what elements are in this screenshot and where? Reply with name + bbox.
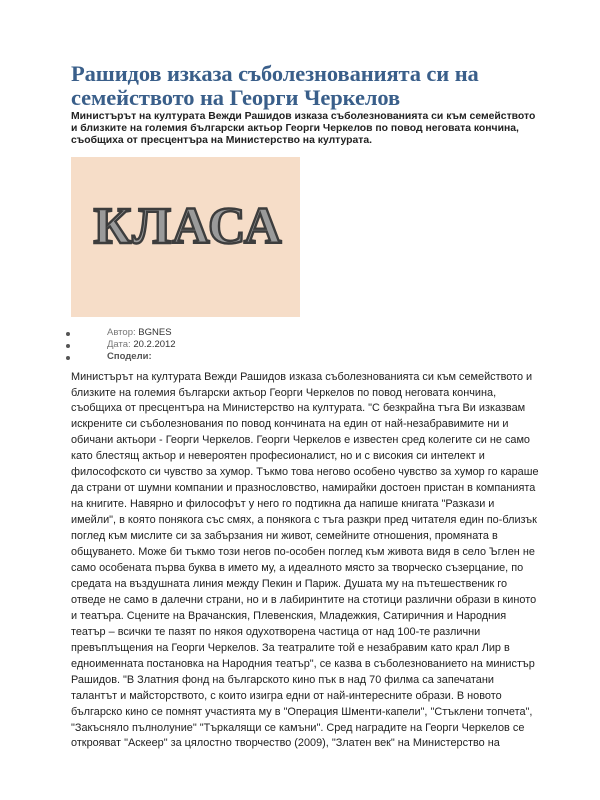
article-meta <box>71 327 541 364</box>
bullet-icon <box>66 332 70 336</box>
bullet-icon <box>66 344 70 348</box>
author-value: BGNES <box>138 327 172 338</box>
author-label: Автор: <box>107 327 136 338</box>
article-lead: Министърът на културата Вежди Рашидов изказа съболезнованията си към семейството и близките на големия български актьор Георги Черкелов по повод неговата кончина, съобщиха от пресцентъра на Министерство на културата. <box>71 111 536 146</box>
bullet-icon <box>66 356 70 360</box>
article <box>71 62 541 752</box>
article-body: Министърът на културата Вежди Рашидов изказа съболезнованията си към семейството и близките на големия български актьор Георги Черкелов по повод неговата кончина, съобщиха от пресцентъра на Министерство на културата. "С безкрайна тъга Ви изказвам искрените си съболезнования по повод кончината на един от най-незабравимите ни и обичани актьори - Георги Черкелов. Георги Черкелов е известен сред колегите си не само като блестящ актьор и невероятен професионалист, но и с високия си интелект и философското си чувство за хумор. Тъкмо това негово особено чувство за хумор го караше да страни от шумни компании и празнословство, намирайки достоен пристан в компанията на книгите. Навярно и философът у него го подтикна да напише книгата "Разкази и имейли", в която понякога със смях, а понякога с тъга разкри пред читателя един по-близък поглед към мислите си за забързания ни живот, семейните отношения, промяната в общуването. Може би тъкмо този негов по-особен поглед към живота видя в село Ъглен не само особената първа буква в името му, а идеалното място за творческо съзерцание, по средата на въздушната линия между Пекин и Париж. Душата му на пътешественик го отведе не само в далечни страни, но и в лабиринтите на стотици различни образи в киното и театъра. Сцените на Врачанския, Плевенския, Младежкия, Сатиричния и Народния театър – всички те пазят по някоя одухотворена частица от над 100-те различни превъплъщения на Георги Черкелов. За театралите той е незабравим като крал Лир в едноименната постановка на Народния театър", се казва в съболезнованието на министър Рашидов. "В Златния фонд на българското кино пък в над 70 филма са запечатани талантът и майсторството, с които изигра едни от най-интересните образи. В новото българско кино се помнят участията му в "Операция Шменти-капели", "Стъклени топчета", "Закъсняло пълнолуние" "Търкалящи се камъни". Сред наградите на Георги Черкелов се открояват "Аскеер" за цялостно творчество (2009), "Златен век" на Министерство на <box>71 370 539 750</box>
klasa-logo <box>71 157 300 317</box>
klasa-logo-text: КЛАСА <box>93 198 283 255</box>
share-label[interactable]: Сподели: <box>107 351 152 363</box>
meta-share[interactable] <box>71 351 541 363</box>
klasa-logo-image <box>71 157 300 317</box>
meta-author <box>71 327 541 339</box>
meta-date <box>71 339 541 351</box>
date-label: Дата: <box>107 339 131 351</box>
article-title: Рашидов изказа съболезнованията си на семейството на Георги Черкелов <box>71 61 479 110</box>
date-value: 20.2.2012 <box>133 339 176 351</box>
